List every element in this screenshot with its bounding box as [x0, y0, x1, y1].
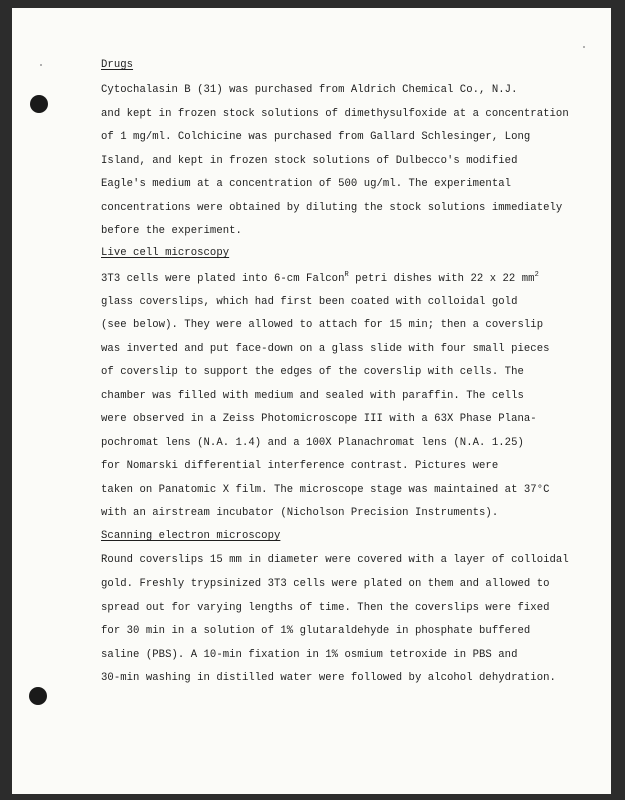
text-line: was inverted and put face-down on a glass slide with four small pieces [101, 343, 550, 355]
punch-hole [29, 687, 47, 705]
text-line: before the experiment. [101, 225, 242, 237]
text-line: 3T3 cells were plated into 6-cm Falcon$^R$ petri dishes with 22 x 22 $mm^2$ [101, 271, 539, 285]
punch-hole [30, 95, 48, 113]
text-line: with an airstream incubator (Nicholson Precision Instruments). [101, 507, 499, 519]
text-line: of 1 mg/ml. Colchicine was purchased from Gallard Schlesinger, Long [101, 131, 531, 143]
text-line: glass coverslips, which had first been coated with colloidal gold [101, 296, 518, 308]
section-heading-live-cell: Live cell microscopy [101, 247, 230, 259]
text-line: for Nomarski differential interference contrast. Pictures were [101, 460, 499, 472]
text-line: were observed in a Zeiss Photomicroscope III with a 63X Phase Plana- [101, 413, 537, 425]
text-line: pochromat lens (N.A. 1.4) and a 100X Planachromat lens (N.A. 1.25) [101, 437, 524, 449]
text-line: taken on Panatomic X film. The microscope stage was maintained at 37°C [101, 484, 550, 496]
text-line: chamber was filled with medium and sealed with paraffin. The cells [101, 390, 524, 402]
section-heading-sem: Scanning electron microscopy [101, 530, 281, 542]
document-page [12, 8, 611, 794]
text-line: (see below). They were allowed to attach for 15 min; then a coverslip [101, 319, 544, 331]
text-line: gold. Freshly trypsinized 3T3 cells were plated on them and allowed to [101, 578, 550, 590]
superscript: 2 [534, 271, 539, 279]
text-line: concentrations were obtained by diluting the stock solutions immediately [101, 202, 563, 214]
paper-speck [40, 64, 42, 66]
paper-speck [583, 46, 585, 48]
text-line: Eagle's medium at a concentration of 500 ug/ml. The experimental [101, 178, 512, 190]
superscript: R [344, 271, 349, 279]
text-line: Island, and kept in frozen stock solutions of Dulbecco's modified [101, 155, 518, 167]
text-line: 30-min washing in distilled water were followed by alcohol dehydration. [101, 672, 556, 684]
text-line: and kept in frozen stock solutions of dimethysulfoxide at a concentration [101, 108, 569, 120]
text-line: Cytochalasin B (31) was purchased from Aldrich Chemical Co., N.J. [101, 84, 518, 96]
text-line: for 30 min in a solution of 1% glutaraldehyde in phosphate buffered [101, 625, 531, 637]
text-line: spread out for varying lengths of time. Then the coverslips were fixed [101, 602, 550, 614]
text-line: saline (PBS). A 10-min fixation in 1% osmium tetroxide in PBS and [101, 649, 518, 661]
text-line: of coverslip to support the edges of the coverslip with cells. The [101, 366, 524, 378]
text-line: Round coverslips 15 mm in diameter were covered with a layer of colloidal [101, 554, 569, 566]
section-heading-drugs: Drugs [101, 59, 134, 71]
